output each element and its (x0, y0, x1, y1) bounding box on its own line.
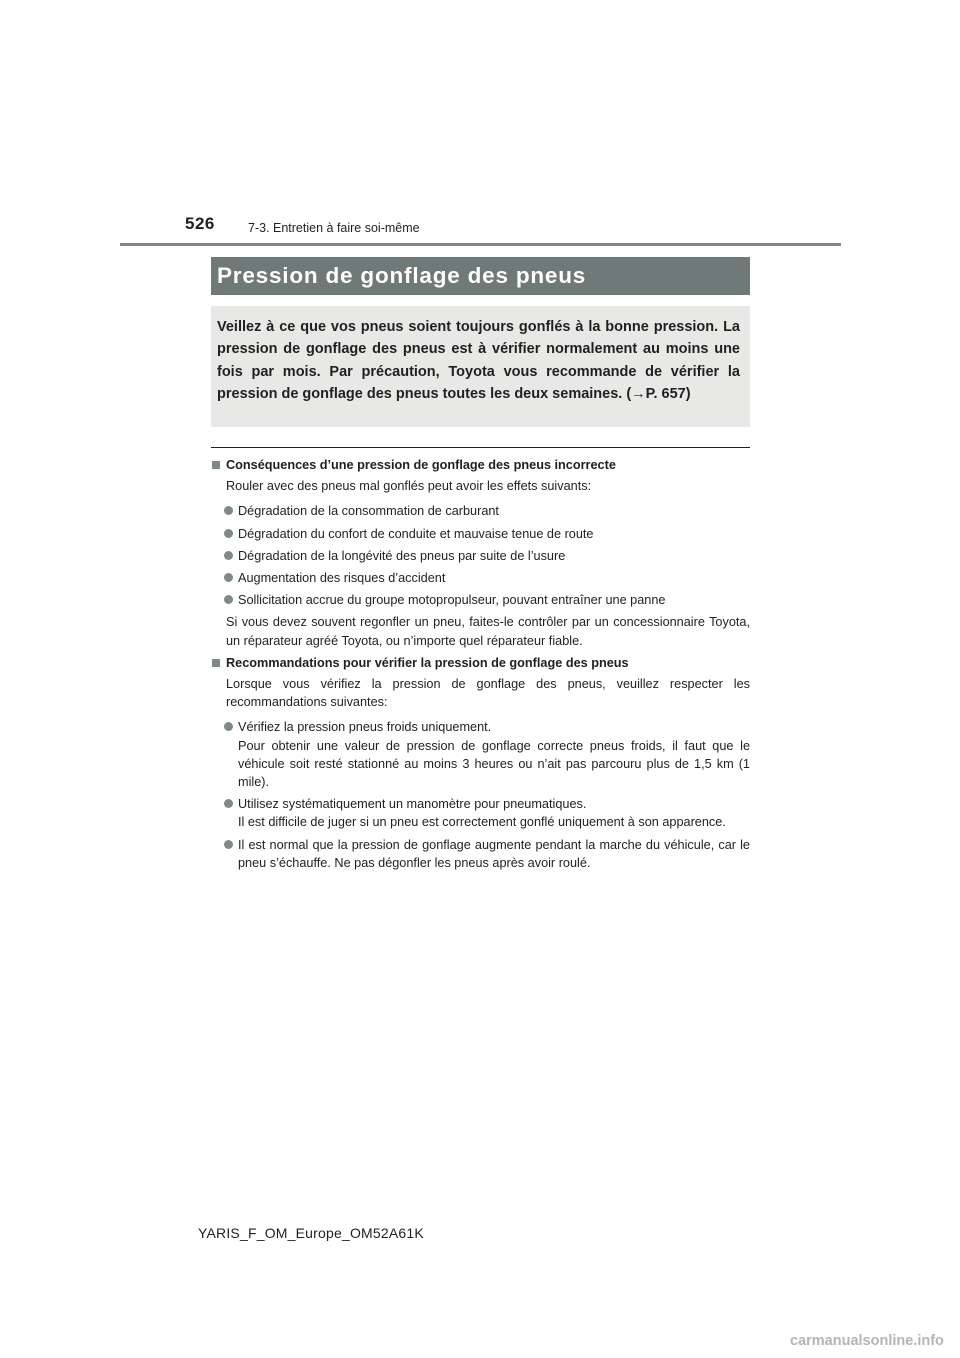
round-bullet-icon (224, 529, 233, 538)
list-item-text: Dégradation de la longévité des pneus par suite de l’usure (238, 548, 566, 563)
list-item-title: Utilisez systématiquement un manomètre pour pneumatiques. (238, 797, 587, 812)
list-item-text: Augmentation des risques d’accident (238, 571, 446, 586)
section-heading (211, 456, 750, 474)
round-bullet-icon (224, 506, 233, 515)
list-item-text: Dégradation du confort de conduite et mauvaise tenue de route (238, 526, 594, 541)
list-item (224, 836, 750, 872)
list-item-text: Dégradation de la consommation de carburant (238, 504, 499, 519)
round-bullet-icon (224, 840, 233, 849)
section-reference: 7-3. Entretien à faire soi-même (248, 221, 420, 235)
round-bullet-icon (224, 551, 233, 560)
round-bullet-icon (224, 722, 233, 731)
list-item-title: Il est normal que la pression de gonflage augmente pendant la marche du véhicule, car le pneu s’échauffe. Ne pas dégonfler les pneus après avoir roulé. (238, 837, 750, 870)
content (211, 456, 750, 872)
section-heading (211, 654, 750, 672)
header-rule (120, 243, 841, 246)
title-bar (211, 257, 750, 295)
intro-box (211, 306, 750, 427)
list-item (224, 502, 750, 520)
list-item-text: Pour obtenir une valeur de pression de gonflage correcte pneus froids, il faut que le véhicule soit resté stationné au moins 3 heures ou n’ait pas parcouru plus de 1,5 km (1 mile). (238, 738, 750, 790)
section-heading-text: Recommandations pour vérifier la pression de gonflage des pneus (226, 655, 629, 670)
list-item-text: Sollicitation accrue du groupe motopropulseur, pouvant entraîner une panne (238, 593, 666, 608)
intro-text: Veillez à ce que vos pneus soient toujours gonflés à la bonne pression. La pression de gonflage des pneus est à vérifier normalement au moins une fois par mois. Par précaution, Toyota vous recommande de vérifier la pression de gonflage des pneus toutes les deux semaines. (→P. 657) (217, 319, 740, 403)
round-bullet-icon (224, 595, 233, 604)
body-rule (211, 447, 750, 448)
section-lead: Lorsque vous vérifiez la pression de gonflage des pneus, veuillez respecter les recommandations suivantes: (226, 677, 750, 710)
list-item (224, 718, 750, 791)
page-title: Pression de gonflage des pneus (217, 263, 587, 288)
list-item (224, 569, 750, 587)
section-heading-text: Conséquences d’une pression de gonflage des pneus incorrecte (226, 458, 616, 472)
round-bullet-icon (224, 799, 233, 808)
list-item-title: Vérifiez la pression pneus froids uniquement. (238, 720, 492, 735)
list-item-text: Il est difficile de juger si un pneu est correctement gonflé uniquement à son apparence. (238, 815, 726, 830)
section-closing: Si vous devez souvent regonfler un pneu, faites-le contrôler par un concessionnaire Toyota, un réparateur agréé Toyota, ou n’importe quel réparateur fiable. (226, 615, 750, 648)
round-bullet-icon (224, 573, 233, 582)
watermark: carmanualsonline.info (790, 1333, 944, 1349)
page-number: 526 (185, 214, 215, 233)
list-item (224, 525, 750, 543)
section-lead: Rouler avec des pneus mal gonflés peut avoir les effets suivants: (226, 479, 592, 494)
list-item (224, 591, 750, 609)
list-item (224, 547, 750, 565)
list-item (224, 795, 750, 831)
square-bullet-icon (212, 659, 220, 667)
square-bullet-icon (212, 461, 220, 469)
footer-code: YARIS_F_OM_Europe_OM52A61K (198, 1225, 424, 1241)
